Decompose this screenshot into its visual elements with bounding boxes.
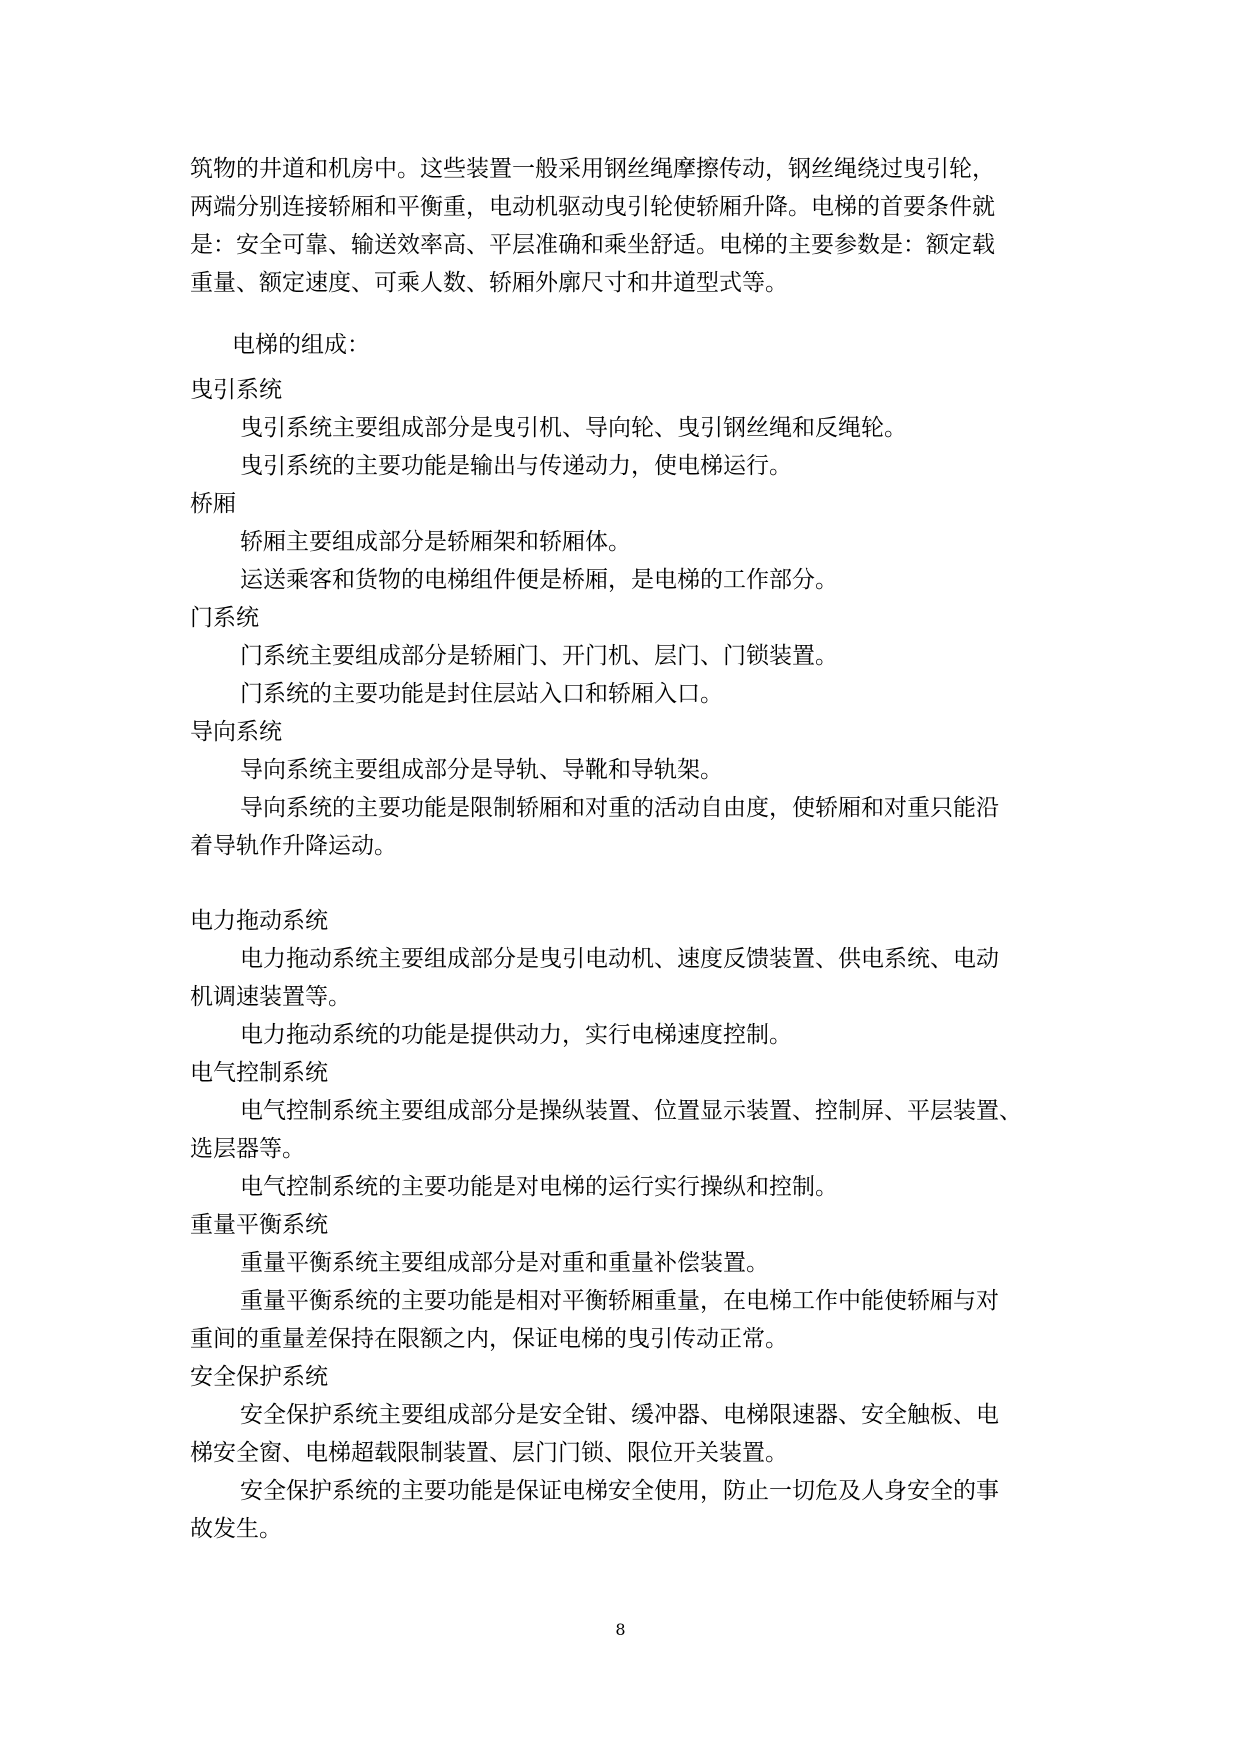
section-line: 轿厢主要组成部分是轿厢架和轿厢体。	[240, 529, 631, 555]
section-heading: 电气控制系统	[190, 1060, 328, 1086]
section-line: 门系统的主要功能是封住层站入口和轿厢入口。	[240, 681, 723, 707]
section-line: 故发生。	[190, 1516, 282, 1542]
section-line: 安全保护系统主要组成部分是安全钳、缓冲器、电梯限速器、安全触板、电	[240, 1402, 999, 1428]
section-heading: 电力拖动系统	[190, 908, 328, 934]
section-line: 导向系统的主要功能是限制轿厢和对重的活动自由度，使轿厢和对重只能沿	[240, 795, 999, 821]
section-line: 电气控制系统的主要功能是对电梯的运行实行操纵和控制。	[240, 1174, 838, 1200]
section-line: 电气控制系统主要组成部分是操纵装置、位置显示装置、控制屏、平层装置、	[240, 1098, 1022, 1124]
section-line: 重量平衡系统的主要功能是相对平衡轿厢重量，在电梯工作中能使轿厢与对	[240, 1288, 999, 1314]
intro-line: 是：安全可靠、输送效率高、平层准确和乘坐舒适。电梯的主要参数是：额定载	[190, 232, 995, 258]
section-line: 曳引系统的主要功能是输出与传递动力，使电梯运行。	[240, 453, 792, 479]
section-heading: 桥厢	[190, 491, 236, 517]
intro-line: 重量、额定速度、可乘人数、轿厢外廓尺寸和井道型式等。	[190, 270, 788, 296]
section-line: 安全保护系统的主要功能是保证电梯安全使用，防止一切危及人身安全的事	[240, 1478, 999, 1504]
section-line: 着导轨作升降运动。	[190, 833, 397, 859]
section-line: 电力拖动系统的功能是提供动力，实行电梯速度控制。	[240, 1022, 792, 1048]
section-line: 运送乘客和货物的电梯组件便是桥厢，是电梯的工作部分。	[240, 567, 838, 593]
section-line: 门系统主要组成部分是轿厢门、开门机、层门、门锁装置。	[240, 643, 838, 669]
composition-heading: 电梯的组成：	[232, 332, 370, 358]
section-heading: 曳引系统	[190, 377, 282, 403]
section-line: 曳引系统主要组成部分是曳引机、导向轮、曳引钢丝绳和反绳轮。	[240, 415, 907, 441]
section-line: 重间的重量差保持在限额之内，保证电梯的曳引传动正常。	[190, 1326, 788, 1352]
intro-line: 筑物的井道和机房中。这些装置一般采用钢丝绳摩擦传动，钢丝绳绕过曳引轮，	[190, 156, 995, 182]
section-heading: 安全保护系统	[190, 1364, 328, 1390]
page-number: 8	[615, 1620, 626, 1639]
section-heading: 重量平衡系统	[190, 1212, 328, 1238]
intro-line: 两端分别连接轿厢和平衡重，电动机驱动曳引轮使轿厢升降。电梯的首要条件就	[190, 194, 995, 220]
section-line: 机调速装置等。	[190, 984, 351, 1010]
section-heading: 门系统	[190, 605, 259, 631]
section-heading: 导向系统	[190, 719, 282, 745]
section-line: 导向系统主要组成部分是导轨、导靴和导轨架。	[240, 757, 723, 783]
section-line: 重量平衡系统主要组成部分是对重和重量补偿装置。	[240, 1250, 769, 1276]
section-line: 选层器等。	[190, 1136, 305, 1162]
section-line: 梯安全窗、电梯超载限制装置、层门门锁、限位开关装置。	[190, 1440, 788, 1466]
section-line: 电力拖动系统主要组成部分是曳引电动机、速度反馈装置、供电系统、电动	[240, 946, 999, 972]
